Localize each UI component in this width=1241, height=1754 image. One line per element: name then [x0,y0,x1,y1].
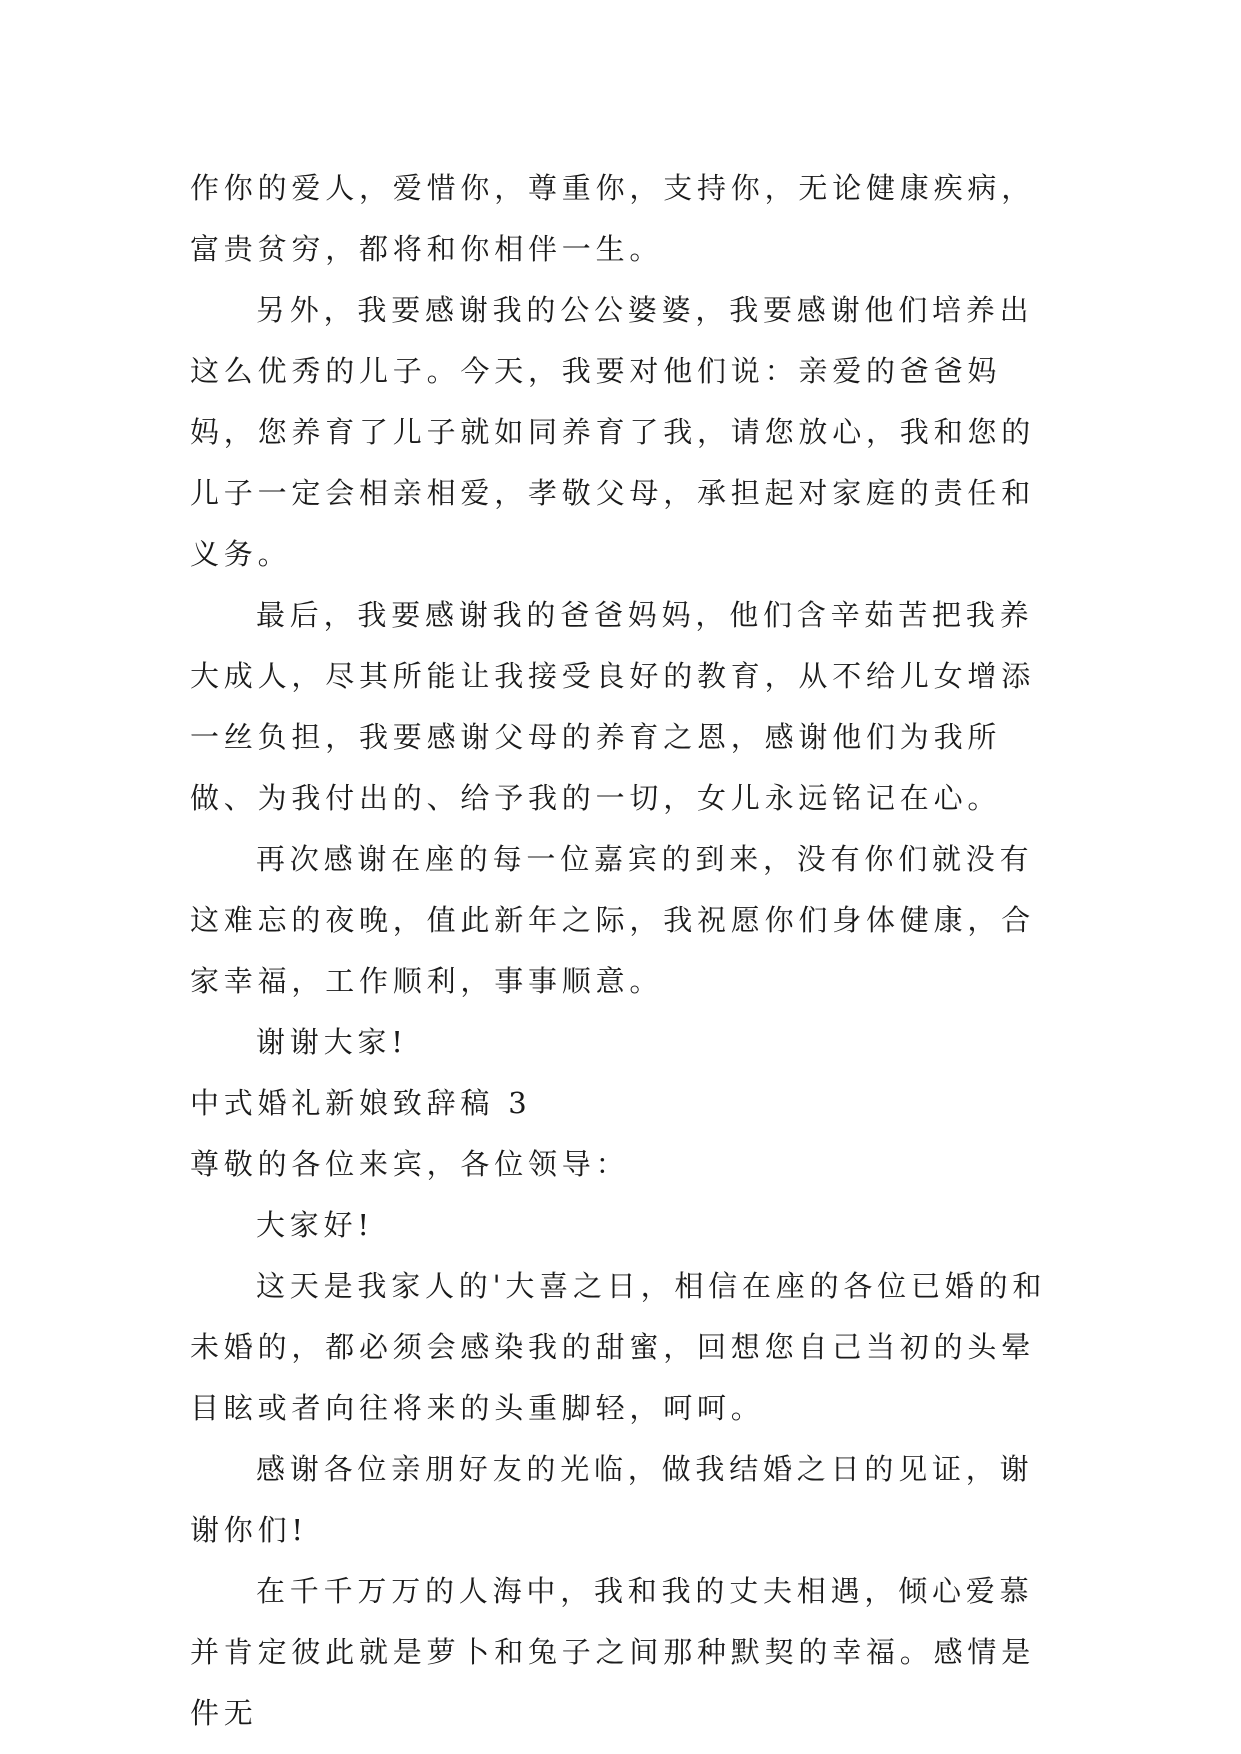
paragraph-thanks-parents: 最后，我要感谢我的爸爸妈妈，他们含辛茹苦把我养大成人，尽其所能让我接受良好的教育，从不给儿女增添一丝负担，我要感谢父母的养育之恩，感谢他们为我所做、为我付出的、给予我的一切，女儿永远铭记在心。 [190,598,1036,815]
paragraph-thanks-guests: 再次感谢在座的每一位嘉宾的到来，没有你们就没有这难忘的夜晚，值此新年之际，我祝愿你们身体健康，合家幸福，工作顺利，事事顺意。 [190,842,1036,998]
salutation: 尊敬的各位来宾，各位领导： [190,1147,630,1181]
greeting: 大家好! [256,1208,374,1242]
paragraph-closing: 谢谢大家! [256,1025,408,1059]
document-body [190,158,1050,1744]
paragraph-thanks-friends: 感谢各位亲朋好友的光临，做我结婚之日的见证，谢谢你们! [190,1452,1034,1547]
paragraph-meeting-husband: 在千千万万的人海中，我和我的丈夫相遇，倾心爱慕并肯定彼此就是萝卜和兔子之间那种默契的幸福。感情是件无 [190,1574,1036,1730]
paragraph-thanks-in-laws: 另外，我要感谢我的公公婆婆，我要感谢他们培养出这么优秀的儿子。今天，我要对他们说：亲爱的爸爸妈妈，您养育了儿子就如同养育了我，请您放心，我和您的儿子一定会相亲相爱，孝敬父母，承担起对家庭的责任和义务。 [190,293,1036,571]
paragraph-big-day: 这天是我家人的'大喜之日，相信在座的各位已婚的和未婚的，都必须会感染我的甜蜜，回想您自己当初的头晕目眩或者向往将来的头重脚轻，呵呵。 [190,1269,1047,1425]
section-heading: 中式婚礼新娘致辞稿 3 [190,1086,532,1120]
paragraph-continuation: 作你的爱人，爱惜你，尊重你，支持你，无论健康疾病，富贵贫穷，都将和你相伴一生。 [190,171,1036,266]
